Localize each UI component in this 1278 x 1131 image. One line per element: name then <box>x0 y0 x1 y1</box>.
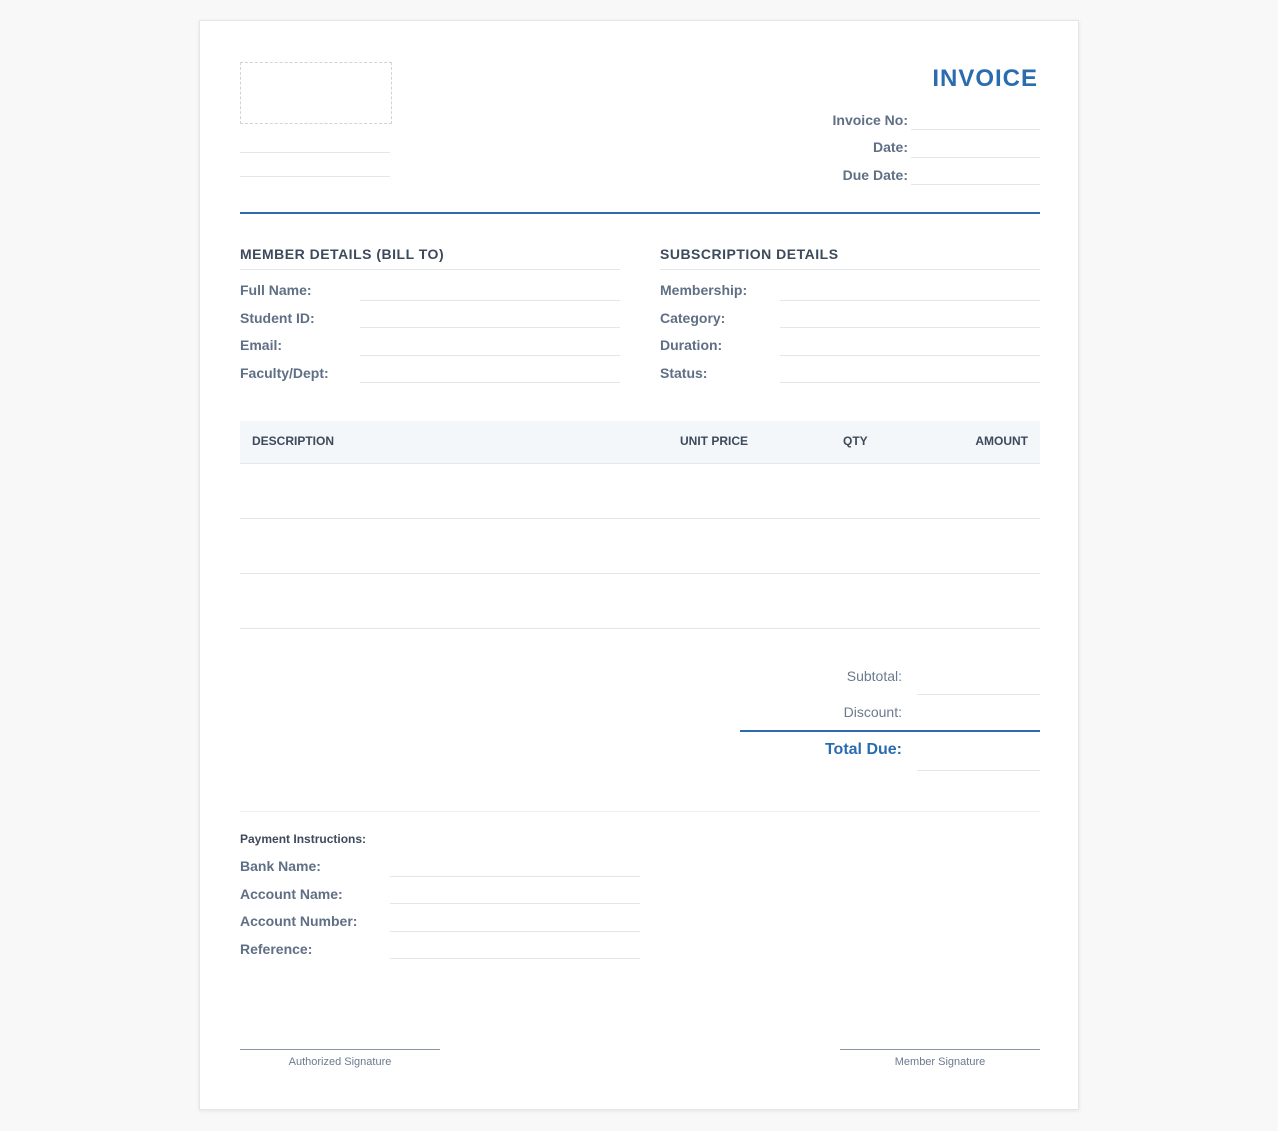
status-label: Status: <box>660 365 708 381</box>
col-unit-price: UNIT PRICE <box>680 434 749 448</box>
member-details-divider <box>240 269 620 270</box>
items-table-header <box>240 421 1040 464</box>
subtotal-field[interactable] <box>917 694 1040 695</box>
reference-field[interactable] <box>390 958 640 959</box>
category-field[interactable] <box>780 327 1040 328</box>
header-divider <box>240 212 1040 214</box>
due-date-field[interactable] <box>911 184 1040 185</box>
table-row[interactable] <box>240 628 1040 629</box>
faculty-dept-label: Faculty/Dept: <box>240 365 329 381</box>
student-id-label: Student ID: <box>240 310 315 326</box>
student-id-field[interactable] <box>360 327 620 328</box>
account-name-label: Account Name: <box>240 886 343 902</box>
member-details-title: MEMBER DETAILS (BILL TO) <box>240 246 445 262</box>
member-signature-line[interactable] <box>840 1049 1040 1050</box>
account-number-label: Account Number: <box>240 913 358 929</box>
subtotal-label: Subtotal: <box>846 668 902 684</box>
subscription-details-divider <box>660 269 1040 270</box>
discount-label: Discount: <box>843 704 902 720</box>
subscription-details-title: SUBSCRIPTION DETAILS <box>660 246 839 262</box>
full-name-field[interactable] <box>360 300 620 301</box>
status-field[interactable] <box>780 382 1040 383</box>
bank-name-field[interactable] <box>390 876 640 877</box>
bank-name-label: Bank Name: <box>240 858 321 874</box>
membership-field[interactable] <box>780 300 1040 301</box>
logo-placeholder[interactable] <box>240 62 392 124</box>
full-name-label: Full Name: <box>240 282 312 298</box>
company-line-2[interactable] <box>240 176 390 177</box>
total-due-field[interactable] <box>917 770 1040 771</box>
date-label: Date: <box>872 139 908 155</box>
email-label: Email: <box>240 337 283 353</box>
authorized-signature-line[interactable] <box>240 1049 440 1050</box>
authorized-signature-label: Authorized Signature <box>288 1056 392 1068</box>
date-field[interactable] <box>911 157 1040 158</box>
faculty-dept-field[interactable] <box>360 382 620 383</box>
table-row[interactable] <box>240 518 1040 519</box>
reference-label: Reference: <box>240 941 313 957</box>
col-qty: QTY <box>843 434 868 448</box>
payment-instructions-title: Payment Instructions: <box>240 832 367 846</box>
account-number-field[interactable] <box>390 931 640 932</box>
col-description: DESCRIPTION <box>252 434 335 448</box>
membership-label: Membership: <box>660 282 748 298</box>
col-amount: AMOUNT <box>975 434 1028 448</box>
account-name-field[interactable] <box>390 903 640 904</box>
totals-divider <box>740 730 1040 732</box>
duration-label: Duration: <box>660 337 723 353</box>
duration-field[interactable] <box>780 355 1040 356</box>
company-line-1[interactable] <box>240 152 390 153</box>
email-field[interactable] <box>360 355 620 356</box>
table-row[interactable] <box>240 573 1040 574</box>
payment-divider <box>240 811 1040 812</box>
category-label: Category: <box>660 310 726 326</box>
due-date-label: Due Date: <box>842 167 908 183</box>
invoice-no-field[interactable] <box>911 129 1040 130</box>
invoice-title: INVOICE <box>932 65 1038 92</box>
invoice-page <box>199 20 1079 1110</box>
invoice-no-label: Invoice No: <box>832 112 908 128</box>
member-signature-label: Member Signature <box>894 1056 986 1068</box>
total-due-label: Total Due: <box>824 741 902 758</box>
